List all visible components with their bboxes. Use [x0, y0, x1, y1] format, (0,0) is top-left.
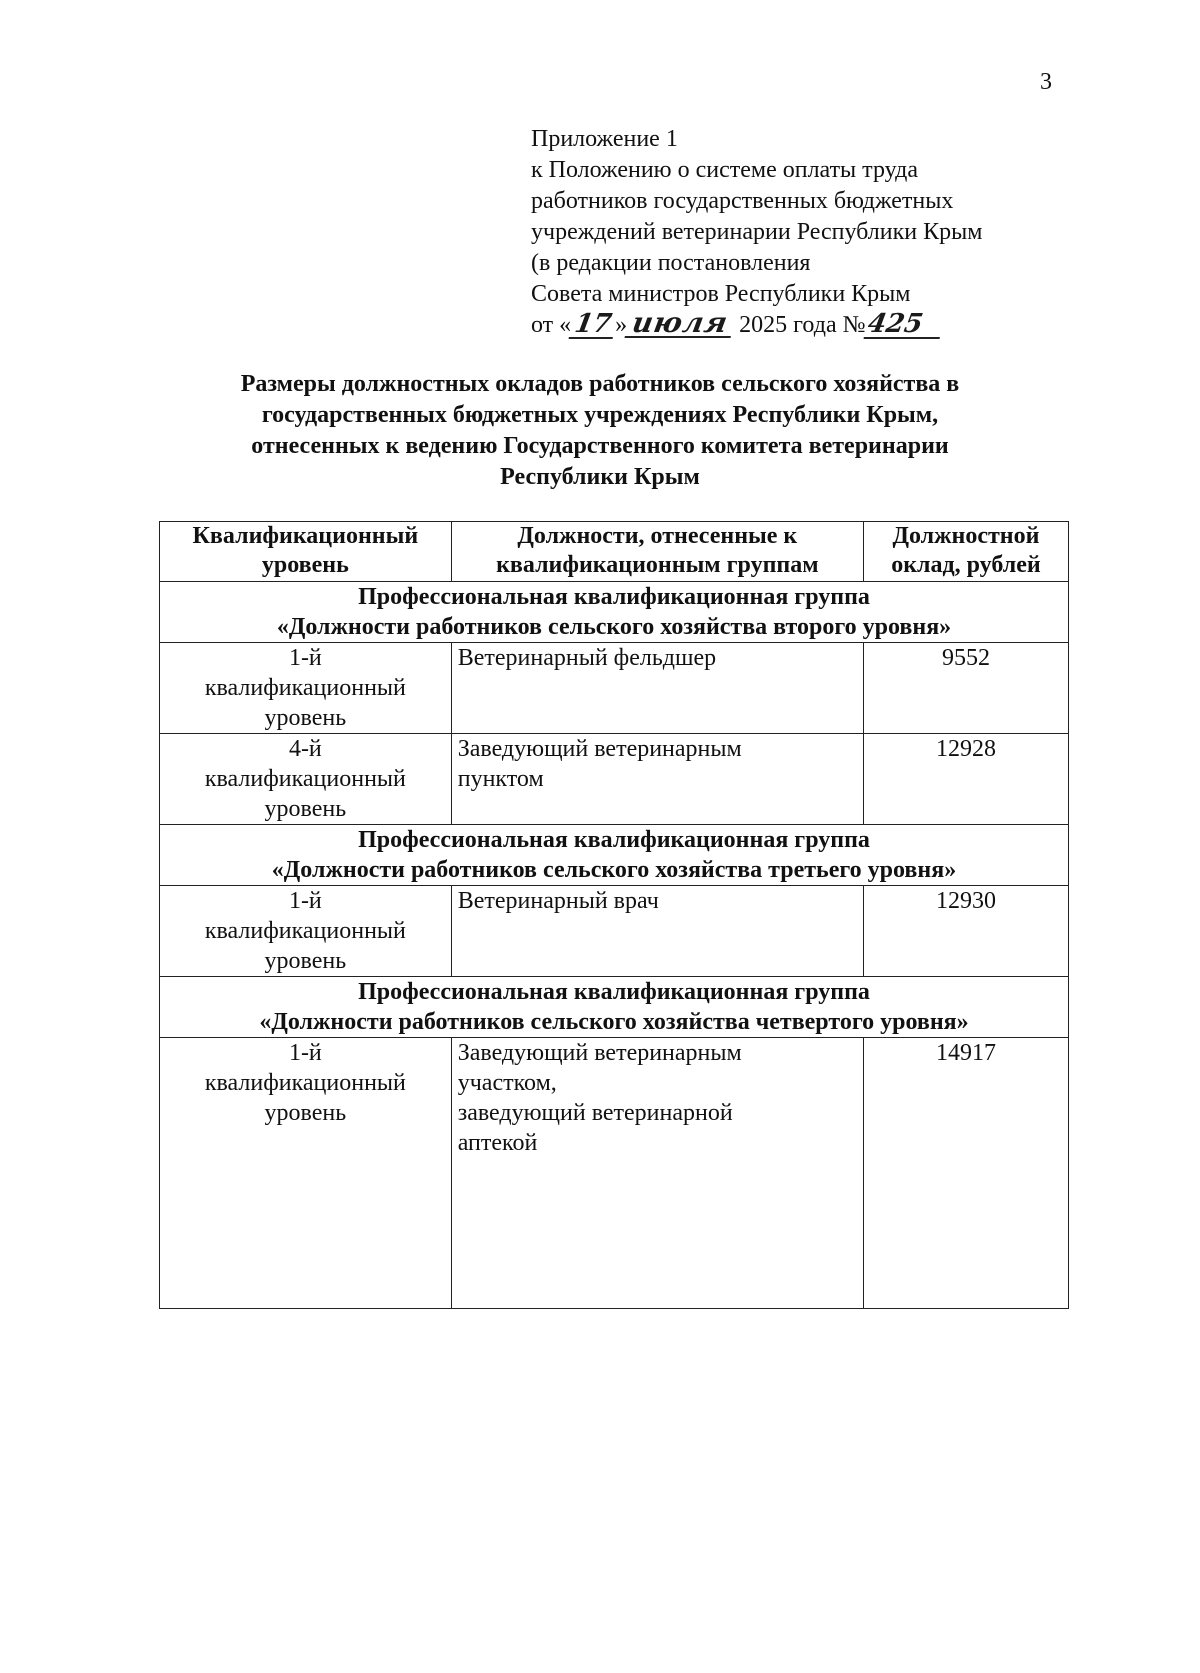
header-salary: Должностной оклад, рублей: [863, 522, 1068, 582]
appendix-line: Совета министров Республики Крым: [531, 281, 911, 307]
level-cell: 1-й квалификационный уровень: [160, 643, 452, 734]
date-prefix: от «: [531, 312, 572, 338]
document-title: [120, 369, 1080, 493]
appendix-line: (в редакции постановления: [531, 250, 811, 276]
position-cell: Заведующий ветеринарным пунктом: [451, 734, 863, 825]
table-row: [160, 734, 1069, 825]
table-row: [160, 643, 1069, 734]
title-line: Республики Крым: [500, 464, 700, 490]
salary-cell: 12930: [863, 886, 1068, 977]
title-line: Размеры должностных окладов работников сельского хозяйства в: [240, 371, 960, 397]
handwritten-resolution-number: 425: [863, 311, 944, 339]
appendix-line: Приложение 1: [531, 126, 678, 152]
salary-cell: 14917: [863, 1038, 1068, 1309]
title-line: отнесенных к ведению Государственного комитета ветеринарии: [251, 433, 949, 459]
appendix-line: учреждений ветеринарии Республики Крым: [531, 219, 983, 245]
date-quote-close: »: [615, 312, 628, 338]
position-cell: Заведующий ветеринарным участком, заведующий ветеринарной аптекой: [451, 1038, 863, 1309]
salary-cell: 12928: [863, 734, 1068, 825]
group-row: [160, 977, 1069, 1038]
level-cell: 4-й квалификационный уровень: [160, 734, 452, 825]
page-number: 3: [1040, 69, 1052, 95]
handwritten-month: июля: [625, 310, 736, 338]
salary-cell: 9552: [863, 643, 1068, 734]
position-cell: Ветеринарный врач: [451, 886, 863, 977]
group-row: [160, 825, 1069, 886]
salary-table: [159, 521, 1069, 1309]
table-row: [160, 886, 1069, 977]
level-cell: 1-й квалификационный уровень: [160, 886, 452, 977]
date-year-text: 2025 года №: [739, 312, 866, 338]
group-title: Профессиональная квалификационная группа «Должности работников сельского хозяйства четвертого уровня»: [160, 977, 1069, 1038]
appendix-block: [531, 124, 1091, 341]
header-level: Квалификационный уровень: [160, 522, 452, 582]
group-title: Профессиональная квалификационная группа «Должности работников сельского хозяйства второго уровня»: [160, 582, 1069, 643]
header-position: Должности, отнесенные к квалификационным группам: [451, 522, 863, 582]
appendix-line: к Положению о системе оплаты труда: [531, 157, 918, 183]
resolution-date-line: [531, 306, 1091, 341]
appendix-line: работников государственных бюджетных: [531, 188, 954, 214]
handwritten-day: 17: [569, 311, 618, 339]
position-cell: Ветеринарный фельдшер: [451, 643, 863, 734]
level-cell: 1-й квалификационный уровень: [160, 1038, 452, 1309]
group-title: Профессиональная квалификационная группа «Должности работников сельского хозяйства третьего уровня»: [160, 825, 1069, 886]
table-header-row: [160, 522, 1069, 582]
title-line: государственных бюджетных учреждениях Республики Крым,: [261, 402, 939, 428]
group-row: [160, 582, 1069, 643]
table-row: [160, 1038, 1069, 1309]
